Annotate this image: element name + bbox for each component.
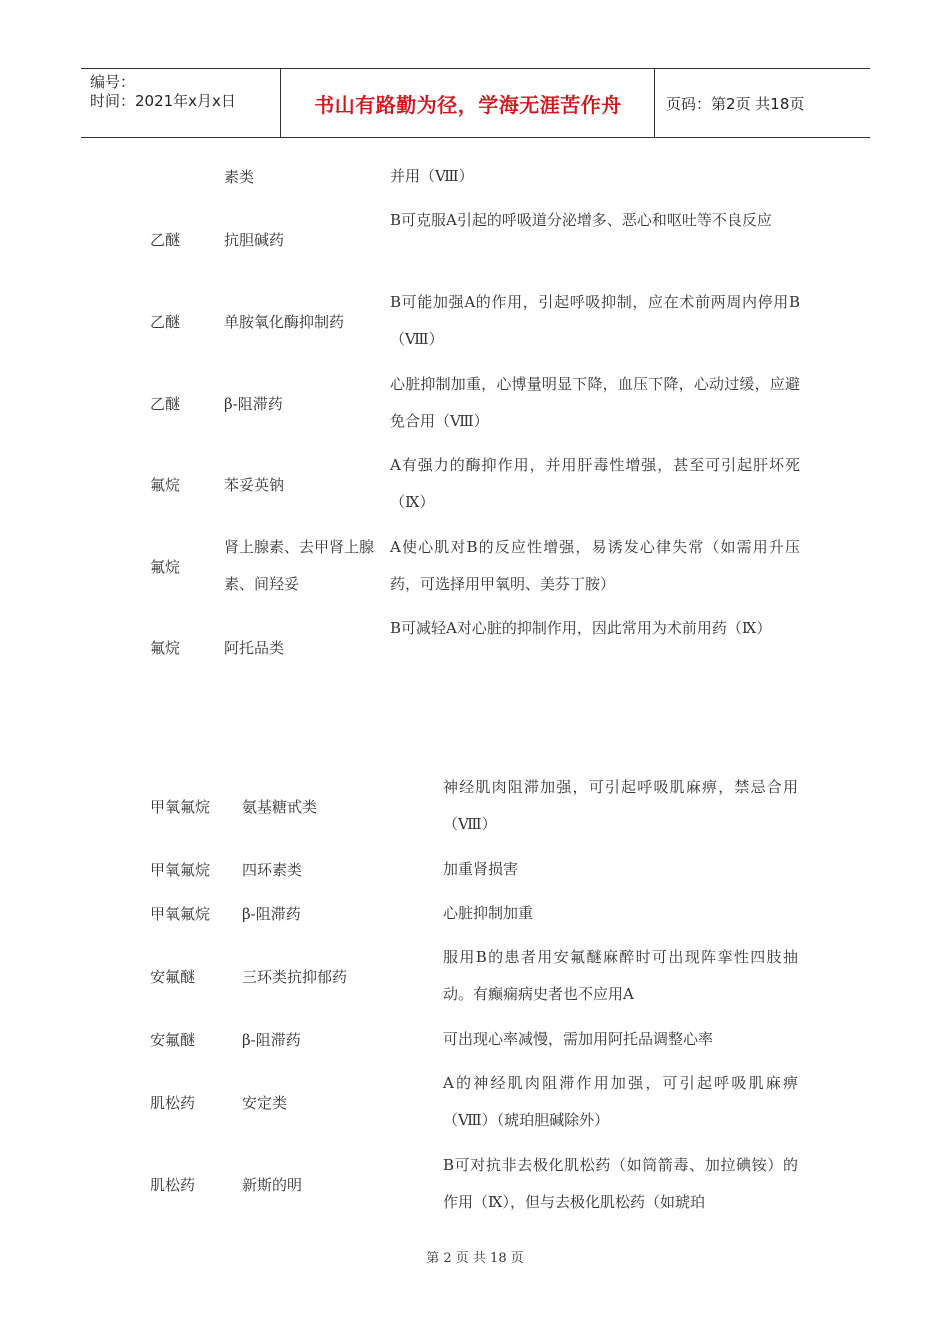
interaction-cell: B可能加强A的作用，引起呼吸抑制，应在术前两周内停用B（Ⅷ） bbox=[390, 293, 800, 348]
interaction-cell: 加重肾损害 bbox=[443, 860, 519, 878]
interaction-cell: 并用（Ⅷ） bbox=[390, 167, 474, 185]
header-page-number: 页码：第2页 共18页 bbox=[666, 94, 805, 113]
drug-a-cell: 肌松药 bbox=[150, 1175, 196, 1194]
drug-a-cell: 甲氧氟烷 bbox=[150, 797, 211, 816]
interaction-cell: A有强力的酶抑作用，并用肝毒性增强，甚至可引起肝坏死（Ⅸ） bbox=[390, 456, 800, 511]
interaction-cell: 心脏抑制加重 bbox=[443, 904, 534, 922]
drug-a-cell: 肌松药 bbox=[150, 1093, 196, 1112]
table-row bbox=[0, 618, 950, 676]
page-footer-number: 第 2 页 共 18 页 bbox=[426, 1251, 524, 1266]
interaction-cell: B可对抗非去极化肌松药（如筒箭毒、加拉碘铵）的作用（Ⅸ），但与去极化肌松药（如琥珀 bbox=[443, 1156, 798, 1211]
header-meta-cell bbox=[81, 69, 281, 137]
header-motto: 书山有路勤为径，学海无涯苦作舟 bbox=[314, 92, 622, 117]
drug-b-cell: β-阻滞药 bbox=[242, 1030, 301, 1049]
drug-b-cell: 四环素类 bbox=[242, 860, 303, 879]
table-row bbox=[0, 777, 950, 835]
interaction-cell: A的神经肌肉阻滞作用加强，可引起呼吸肌麻痹（Ⅷ）（琥珀胆碱除外） bbox=[443, 1074, 798, 1129]
drug-b-cell: 苯妥英钠 bbox=[224, 475, 285, 494]
drug-a-cell: 甲氧氟烷 bbox=[150, 860, 211, 879]
drug-b-cell: 肾上腺素、去甲肾上腺素、间羟妥 bbox=[224, 538, 375, 593]
table-row bbox=[0, 374, 950, 432]
table-row bbox=[0, 859, 950, 879]
table-row bbox=[0, 903, 950, 923]
drug-a-cell: 安氟醚 bbox=[150, 1030, 196, 1049]
table-row bbox=[0, 455, 950, 513]
drug-a-cell: 氟烷 bbox=[150, 475, 181, 494]
drug-b-cell: 素类 bbox=[224, 167, 255, 186]
table-row bbox=[0, 947, 950, 1005]
table-row bbox=[0, 210, 950, 268]
table-row bbox=[0, 1155, 950, 1213]
document-time-label: 时间：2021年x月x日 bbox=[90, 92, 236, 110]
drug-a-cell: 甲氧氟烷 bbox=[150, 904, 211, 923]
drug-a-cell: 氟烷 bbox=[150, 638, 181, 657]
table-row bbox=[0, 1029, 950, 1049]
table-row bbox=[0, 1073, 950, 1131]
interaction-cell: B可克服A引起的呼吸道分泌增多、恶心和呕吐等不良反应 bbox=[390, 211, 772, 229]
table-row bbox=[0, 537, 950, 595]
drug-b-cell: 单胺氧化酶抑制药 bbox=[224, 312, 345, 331]
interaction-cell: 可出现心率减慢，需加用阿托品调整心率 bbox=[443, 1030, 714, 1048]
drug-a-cell: 氟烷 bbox=[150, 557, 181, 576]
drug-b-cell: 阿托品类 bbox=[224, 638, 285, 657]
drug-b-cell: 安定类 bbox=[242, 1093, 288, 1112]
drug-b-cell: β-阻滞药 bbox=[224, 394, 283, 413]
header-page-cell bbox=[656, 69, 870, 137]
drug-b-cell: 抗胆碱药 bbox=[224, 230, 285, 249]
header-motto-cell bbox=[282, 69, 655, 137]
interaction-cell: 服用B的患者用安氟醚麻醉时可出现阵挛性四肢抽动。有癫痫病史者也不应用A bbox=[443, 948, 798, 1003]
table-row bbox=[0, 292, 950, 350]
drug-a-cell: 乙醚 bbox=[150, 394, 181, 413]
drug-a-cell: 乙醚 bbox=[150, 230, 181, 249]
page-header bbox=[81, 68, 870, 138]
interaction-cell: A使心肌对B的反应性增强，易诱发心律失常（如需用升压药，可选择用甲氧明、美芬丁胺） bbox=[390, 538, 800, 593]
interaction-cell: 心脏抑制加重，心博量明显下降，血压下降，心动过缓，应避免合用（Ⅷ） bbox=[390, 375, 800, 430]
drug-b-cell: 新斯的明 bbox=[242, 1175, 303, 1194]
document-number-label: 编号： bbox=[90, 73, 136, 91]
drug-b-cell: 三环类抗抑郁药 bbox=[242, 967, 348, 986]
drug-b-cell: β-阻滞药 bbox=[242, 904, 301, 923]
table-row bbox=[0, 166, 950, 186]
drug-b-cell: 氨基糖甙类 bbox=[242, 797, 318, 816]
interaction-cell: 神经肌肉阻滞加强，可引起呼吸肌麻痹，禁忌合用（Ⅷ） bbox=[443, 778, 798, 833]
drug-a-cell: 乙醚 bbox=[150, 312, 181, 331]
drug-a-cell: 安氟醚 bbox=[150, 967, 196, 986]
interaction-cell: B可减轻A对心脏的抑制作用，因此常用为术前用药（Ⅸ） bbox=[390, 619, 772, 637]
